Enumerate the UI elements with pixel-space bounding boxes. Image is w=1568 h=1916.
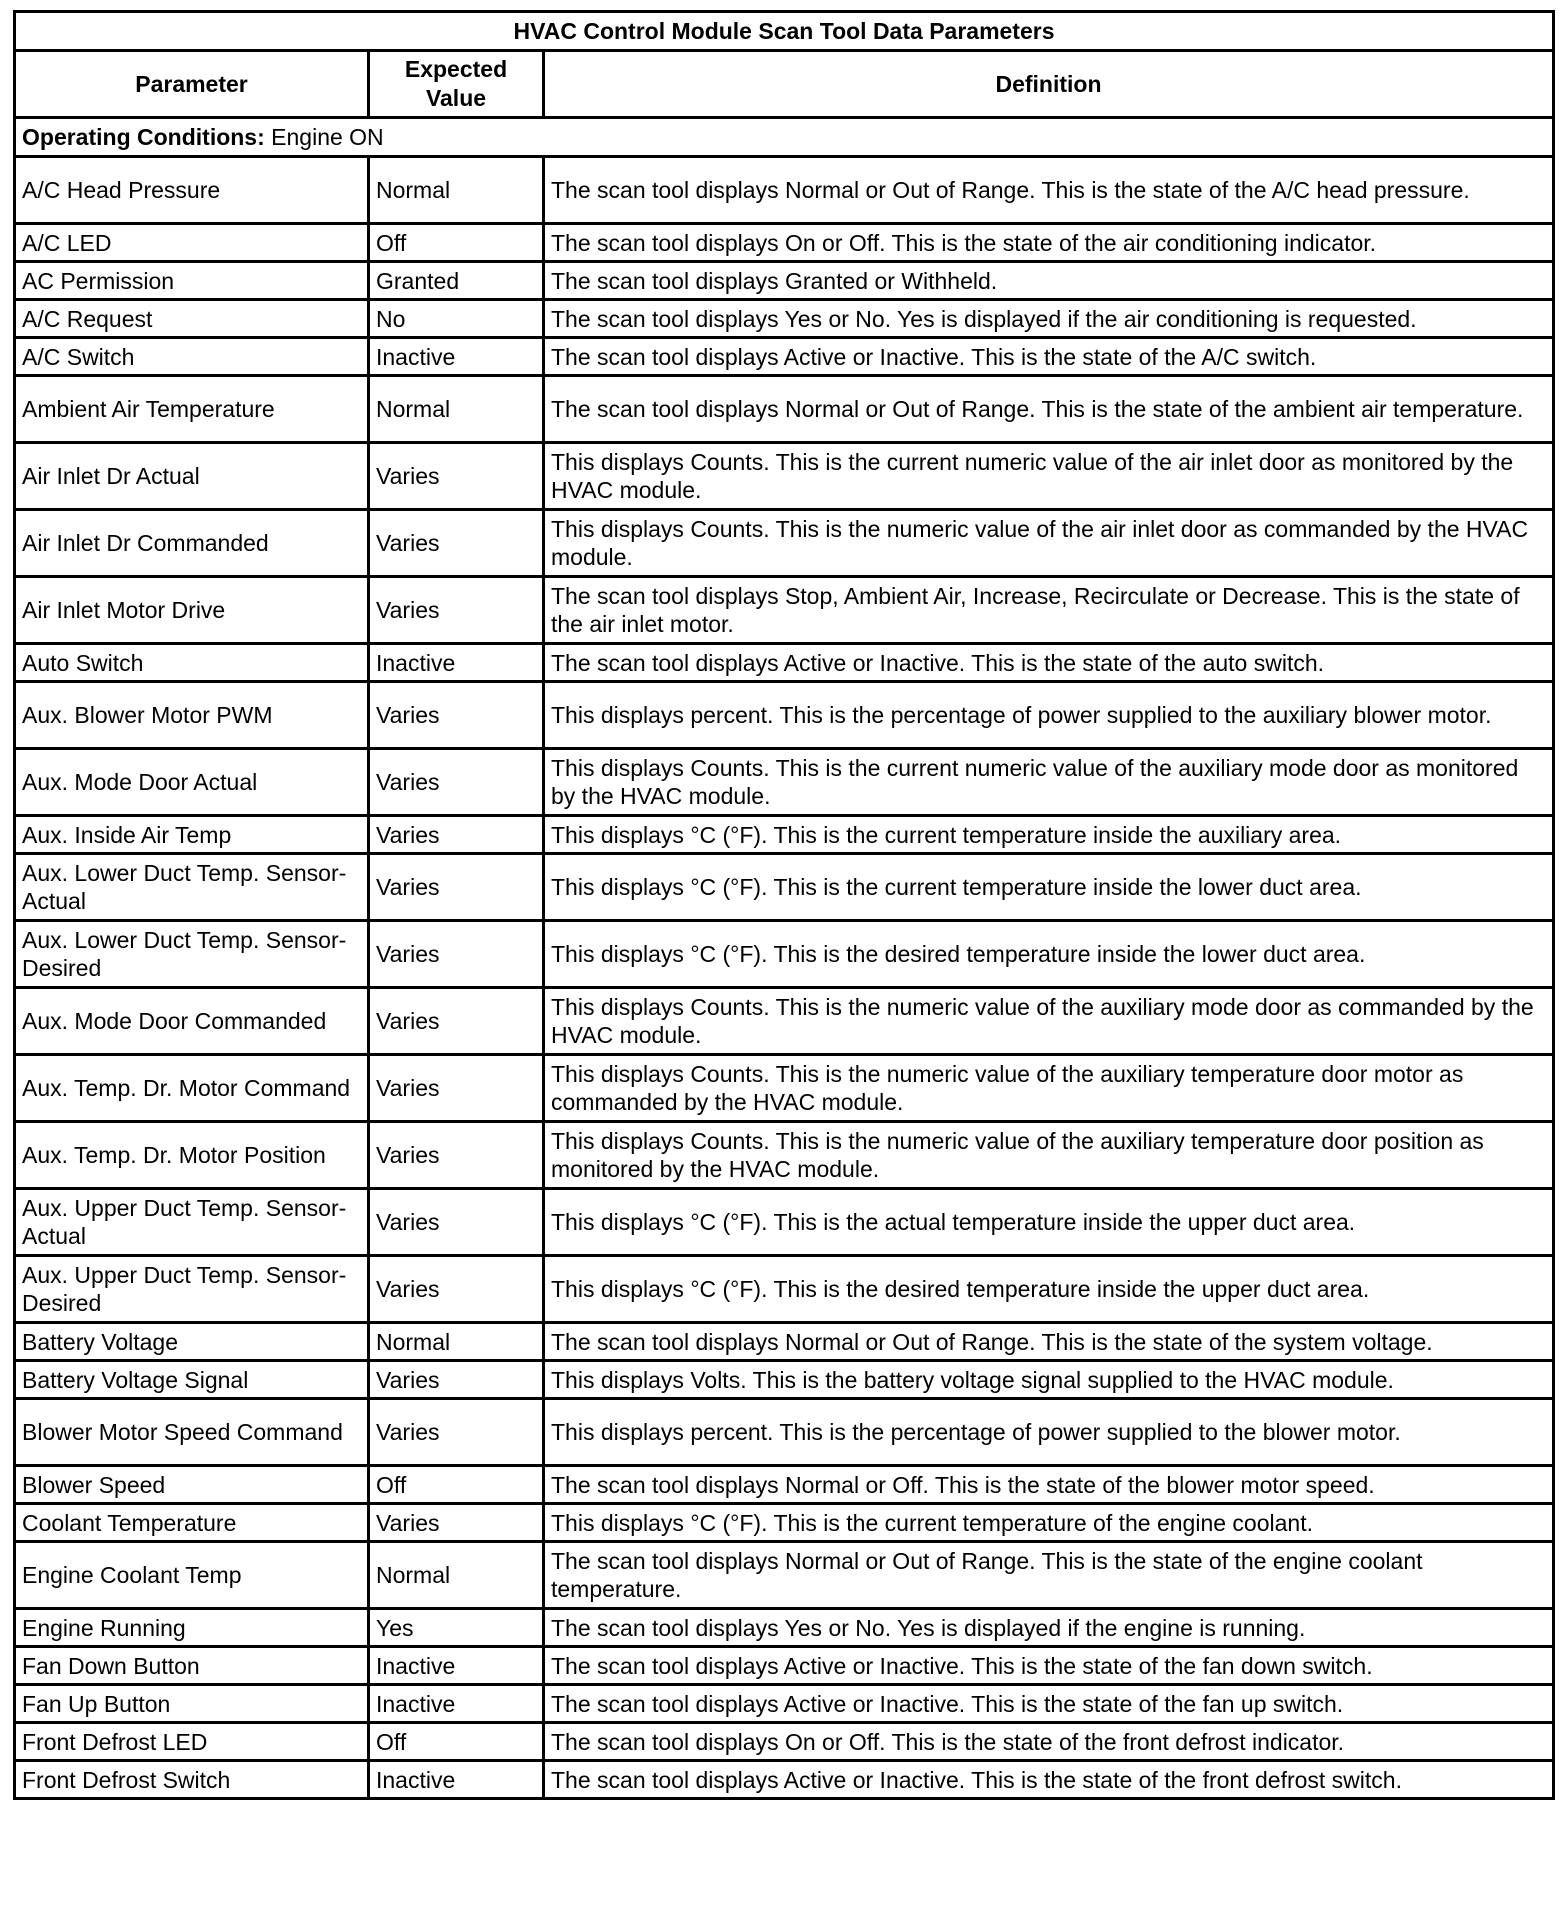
expected-value-cell: Normal — [369, 1542, 544, 1609]
parameter-cell: Air Inlet Dr Actual — [15, 443, 369, 510]
scan-data-table — [13, 10, 1555, 1800]
table-row — [15, 577, 1554, 644]
column-header-row — [15, 51, 1554, 118]
parameter-cell: Blower Speed — [15, 1466, 369, 1504]
header-parameter: Parameter — [15, 51, 369, 118]
expected-value-cell: Varies — [369, 1256, 544, 1323]
table-row — [15, 262, 1554, 300]
parameter-cell: A/C Head Pressure — [15, 157, 369, 224]
table-row — [15, 376, 1554, 443]
parameter-cell: Aux. Blower Motor PWM — [15, 682, 369, 749]
parameter-cell: A/C LED — [15, 224, 369, 262]
table-row — [15, 157, 1554, 224]
parameter-cell: A/C Switch — [15, 338, 369, 376]
header-definition: Definition — [544, 51, 1554, 118]
expected-value-cell: Inactive — [369, 644, 544, 682]
definition-cell: The scan tool displays Normal or Out of Range. This is the state of the ambient air temperature. — [544, 376, 1554, 443]
table-row — [15, 1361, 1554, 1399]
expected-value-cell: Inactive — [369, 1761, 544, 1799]
table-row — [15, 1542, 1554, 1609]
table-row — [15, 300, 1554, 338]
table-row — [15, 1685, 1554, 1723]
parameter-cell: Air Inlet Motor Drive — [15, 577, 369, 644]
table-title: HVAC Control Module Scan Tool Data Parameters — [15, 12, 1554, 51]
parameter-cell: Front Defrost LED — [15, 1723, 369, 1761]
table-row — [15, 644, 1554, 682]
definition-cell: The scan tool displays Active or Inactive. This is the state of the fan up switch. — [544, 1685, 1554, 1723]
expected-value-cell: Varies — [369, 682, 544, 749]
table-row — [15, 1504, 1554, 1542]
definition-cell: This displays Counts. This is the numeric value of the auxiliary mode door as commanded by the HVAC module. — [544, 988, 1554, 1055]
expected-value-cell: Varies — [369, 988, 544, 1055]
expected-value-cell: Off — [369, 1466, 544, 1504]
definition-cell: This displays percent. This is the percentage of power supplied to the blower motor. — [544, 1399, 1554, 1466]
expected-value-cell: Inactive — [369, 1685, 544, 1723]
table-row — [15, 1647, 1554, 1685]
parameter-cell: Engine Coolant Temp — [15, 1542, 369, 1609]
table-row — [15, 1323, 1554, 1361]
parameter-cell: Aux. Mode Door Commanded — [15, 988, 369, 1055]
definition-cell: This displays Counts. This is the current numeric value of the auxiliary mode door as monitored by the HVAC module. — [544, 749, 1554, 816]
definition-cell: This displays °C (°F). This is the actual temperature inside the upper duct area. — [544, 1189, 1554, 1256]
definition-cell: The scan tool displays Active or Inactive. This is the state of the A/C switch. — [544, 338, 1554, 376]
definition-cell: This displays °C (°F). This is the desired temperature inside the upper duct area. — [544, 1256, 1554, 1323]
table-row — [15, 1189, 1554, 1256]
expected-value-cell: Inactive — [369, 338, 544, 376]
table-row — [15, 1256, 1554, 1323]
definition-cell: This displays °C (°F). This is the current temperature inside the lower duct area. — [544, 854, 1554, 921]
definition-cell: The scan tool displays Yes or No. Yes is displayed if the air conditioning is requested. — [544, 300, 1554, 338]
parameter-cell: Auto Switch — [15, 644, 369, 682]
operating-conditions-value: Engine ON — [271, 123, 384, 150]
expected-value-cell: Varies — [369, 749, 544, 816]
table-row — [15, 749, 1554, 816]
table-row — [15, 224, 1554, 262]
operating-conditions-label: Operating Conditions: — [22, 123, 265, 150]
table-row — [15, 1122, 1554, 1189]
definition-cell: The scan tool displays Normal or Off. This is the state of the blower motor speed. — [544, 1466, 1554, 1504]
expected-value-cell: Normal — [369, 1323, 544, 1361]
parameter-cell: Aux. Temp. Dr. Motor Command — [15, 1055, 369, 1122]
definition-cell: The scan tool displays Normal or Out of Range. This is the state of the system voltage. — [544, 1323, 1554, 1361]
expected-value-cell: Yes — [369, 1609, 544, 1647]
table-row — [15, 338, 1554, 376]
definition-cell: The scan tool displays Normal or Out of Range. This is the state of the A/C head pressure. — [544, 157, 1554, 224]
expected-value-cell: Varies — [369, 1055, 544, 1122]
table-row — [15, 1609, 1554, 1647]
parameter-cell: Ambient Air Temperature — [15, 376, 369, 443]
expected-value-cell: Varies — [369, 1361, 544, 1399]
expected-value-cell: Varies — [369, 1122, 544, 1189]
table-row — [15, 1399, 1554, 1466]
table-row — [15, 921, 1554, 988]
table-row — [15, 816, 1554, 854]
table-row — [15, 1761, 1554, 1799]
expected-value-cell: Varies — [369, 816, 544, 854]
definition-cell: This displays °C (°F). This is the desired temperature inside the lower duct area. — [544, 921, 1554, 988]
definition-cell: The scan tool displays Active or Inactive. This is the state of the fan down switch. — [544, 1647, 1554, 1685]
table-row — [15, 443, 1554, 510]
expected-value-cell: Varies — [369, 510, 544, 577]
parameter-cell: Aux. Lower Duct Temp. Sensor-Actual — [15, 854, 369, 921]
definition-cell: The scan tool displays Active or Inactive. This is the state of the auto switch. — [544, 644, 1554, 682]
definition-cell: This displays °C (°F). This is the current temperature inside the auxiliary area. — [544, 816, 1554, 854]
expected-value-cell: Varies — [369, 921, 544, 988]
definition-cell: The scan tool displays On or Off. This is the state of the air conditioning indicator. — [544, 224, 1554, 262]
parameter-cell: Battery Voltage Signal — [15, 1361, 369, 1399]
expected-value-cell: Inactive — [369, 1647, 544, 1685]
parameter-cell: Aux. Lower Duct Temp. Sensor-Desired — [15, 921, 369, 988]
operating-conditions-row — [15, 118, 1554, 157]
table-body — [15, 157, 1554, 1799]
table-row — [15, 1055, 1554, 1122]
definition-cell: The scan tool displays Normal or Out of Range. This is the state of the engine coolant temperature. — [544, 1542, 1554, 1609]
definition-cell: This displays Counts. This is the numeric value of the auxiliary temperature door motor as commanded by the HVAC module. — [544, 1055, 1554, 1122]
expected-value-cell: Off — [369, 224, 544, 262]
definition-cell: The scan tool displays Active or Inactive. This is the state of the front defrost switch. — [544, 1761, 1554, 1799]
parameter-cell: Fan Up Button — [15, 1685, 369, 1723]
parameter-cell: Blower Motor Speed Command — [15, 1399, 369, 1466]
expected-value-cell: Varies — [369, 1504, 544, 1542]
operating-conditions — [15, 118, 1554, 157]
definition-cell: The scan tool displays Yes or No. Yes is displayed if the engine is running. — [544, 1609, 1554, 1647]
table-row — [15, 1466, 1554, 1504]
definition-cell: This displays °C (°F). This is the current temperature of the engine coolant. — [544, 1504, 1554, 1542]
parameter-cell: Aux. Temp. Dr. Motor Position — [15, 1122, 369, 1189]
parameter-cell: Aux. Inside Air Temp — [15, 816, 369, 854]
definition-cell: This displays Counts. This is the numeric value of the air inlet door as commanded by the HVAC module. — [544, 510, 1554, 577]
expected-value-cell: No — [369, 300, 544, 338]
parameter-cell: Aux. Mode Door Actual — [15, 749, 369, 816]
parameter-cell: Engine Running — [15, 1609, 369, 1647]
parameter-cell: Coolant Temperature — [15, 1504, 369, 1542]
expected-value-cell: Varies — [369, 1189, 544, 1256]
table-title-row — [15, 12, 1554, 51]
expected-value-cell: Varies — [369, 577, 544, 644]
header-expected-value: Expected Value — [369, 51, 544, 118]
parameter-cell: Air Inlet Dr Commanded — [15, 510, 369, 577]
expected-value-cell: Normal — [369, 157, 544, 224]
parameter-cell: Front Defrost Switch — [15, 1761, 369, 1799]
definition-cell: This displays Counts. This is the numeric value of the auxiliary temperature door position as monitored by the HVAC module. — [544, 1122, 1554, 1189]
definition-cell: The scan tool displays On or Off. This is the state of the front defrost indicator. — [544, 1723, 1554, 1761]
expected-value-cell: Varies — [369, 1399, 544, 1466]
expected-value-cell: Varies — [369, 443, 544, 510]
definition-cell: The scan tool displays Stop, Ambient Air, Increase, Recirculate or Decrease. This is the state of the air inlet motor. — [544, 577, 1554, 644]
table-row — [15, 682, 1554, 749]
parameter-cell: A/C Request — [15, 300, 369, 338]
parameter-cell: Aux. Upper Duct Temp. Sensor-Desired — [15, 1256, 369, 1323]
expected-value-cell: Granted — [369, 262, 544, 300]
table-row — [15, 854, 1554, 921]
definition-cell: This displays Counts. This is the current numeric value of the air inlet door as monitored by the HVAC module. — [544, 443, 1554, 510]
expected-value-cell: Varies — [369, 854, 544, 921]
parameter-cell: AC Permission — [15, 262, 369, 300]
table-row — [15, 988, 1554, 1055]
table-row — [15, 510, 1554, 577]
definition-cell: This displays Volts. This is the battery voltage signal supplied to the HVAC module. — [544, 1361, 1554, 1399]
table-row — [15, 1723, 1554, 1761]
parameter-cell: Fan Down Button — [15, 1647, 369, 1685]
parameter-cell: Aux. Upper Duct Temp. Sensor-Actual — [15, 1189, 369, 1256]
parameter-cell: Battery Voltage — [15, 1323, 369, 1361]
expected-value-cell: Normal — [369, 376, 544, 443]
expected-value-cell: Off — [369, 1723, 544, 1761]
definition-cell: The scan tool displays Granted or Withheld. — [544, 262, 1554, 300]
definition-cell: This displays percent. This is the percentage of power supplied to the auxiliary blower motor. — [544, 682, 1554, 749]
